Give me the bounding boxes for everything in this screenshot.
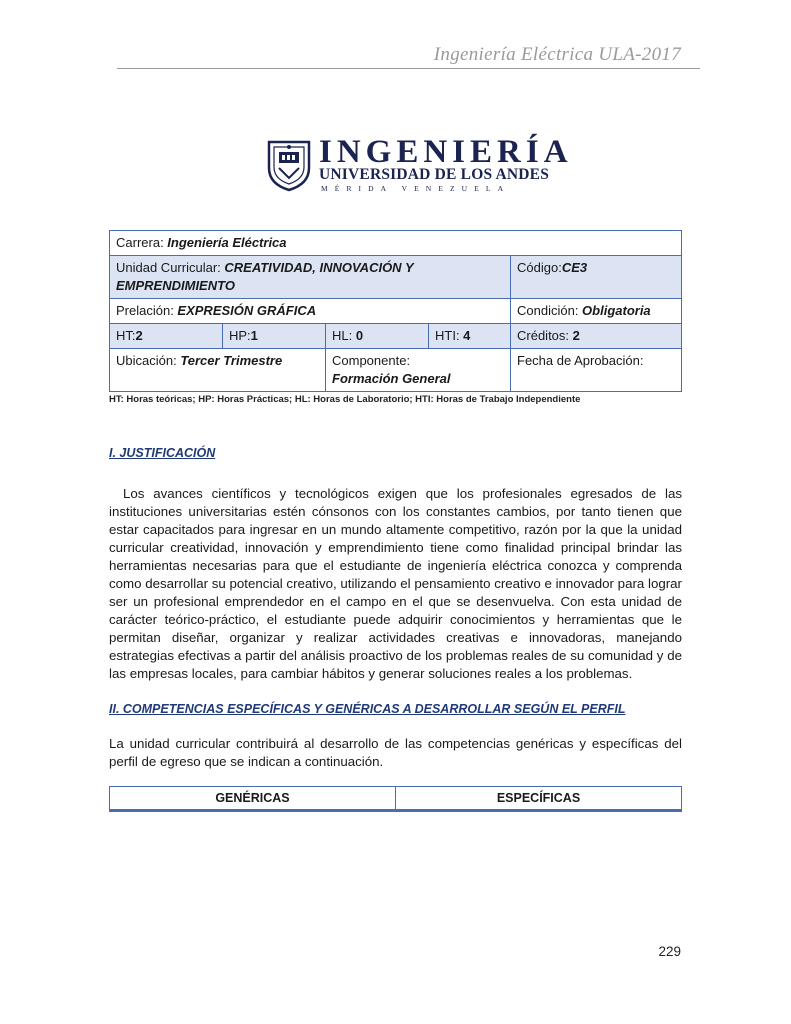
cell-unidad bbox=[110, 256, 511, 299]
prelacion-label: Prelación: bbox=[116, 303, 178, 318]
hp-label: HP: bbox=[229, 328, 251, 343]
row-carrera bbox=[110, 231, 682, 256]
hl-value: 0 bbox=[355, 328, 364, 343]
section-justificacion-title: I. JUSTIFICACIÓN bbox=[109, 446, 216, 460]
creditos-label: Créditos: bbox=[517, 328, 573, 343]
section-justificacion-text: Los avances científicos y tecnológicos exigen que los profesionales egresados de las instituciones universitarias estén cónsonos con los constantes cambios, por tanto tienen que estar capacitados para ingresar en un mundo altamente competitivo, razón por la que la unidad curricular creatividad, innovación y emprendimiento tiene como finalidad principal brindar las herramientas necesarias para que el estudiante de ingeniería eléctrica conozca y comprenda como desarrollar su potencial creativo, utilizando el pensamiento creativo e innovador para lograr ser un profesional emprendedor en el campo en el que se desenvuelva. Con esta unidad de carácter teórico-práctico, el estudiante puede adquirir conocimientos y herramientas que le permitan diseñar, organizar y realizar actividades creativas e innovadoras, manejando estrategias efectivas a partir del análisis proactivo de los problemas reales de su comunidad y de las empresas locales, para cambiar hábitos y generar soluciones reales a los problemas. bbox=[109, 486, 682, 681]
row-unidad bbox=[110, 256, 682, 299]
ubicacion-value: Tercer Trimestre bbox=[180, 353, 283, 368]
university-logo bbox=[265, 134, 573, 196]
running-header: Ingeniería Eléctrica ULA-2017 bbox=[433, 44, 681, 65]
ubicacion-label: Ubicación: bbox=[116, 353, 181, 368]
codigo-label: Código: bbox=[517, 260, 562, 275]
cell-fecha bbox=[511, 349, 682, 392]
cell-prelacion bbox=[110, 299, 511, 324]
componente-value: Formación General bbox=[332, 371, 451, 386]
logo-wordmark: INGENIERÍA bbox=[319, 134, 573, 170]
cell-hti bbox=[429, 324, 511, 349]
unidad-value: CREATIVIDAD, INNOVACIÓN Y EMPRENDIMIENTO bbox=[116, 260, 414, 293]
cell-ht bbox=[110, 324, 223, 349]
cell-hp bbox=[223, 324, 326, 349]
hours-legend: HT: Horas teóricas; HP: Horas Prácticas; HL: Horas de Laboratorio; HTI: Horas de Trabajo Independiente bbox=[109, 394, 581, 405]
university-seal-icon bbox=[265, 138, 313, 192]
competencias-table bbox=[109, 786, 682, 812]
cell-creditos bbox=[511, 324, 682, 349]
codigo-value: CE3 bbox=[561, 260, 588, 275]
condicion-label: Condición: bbox=[517, 303, 583, 318]
cell-componente bbox=[326, 349, 511, 392]
course-info-table bbox=[109, 230, 682, 392]
condicion-value: Obligatoria bbox=[582, 303, 651, 318]
row-horas bbox=[110, 324, 682, 349]
page-number: 229 bbox=[658, 944, 681, 959]
unidad-label: Unidad Curricular: bbox=[116, 260, 225, 275]
fecha-label: Fecha de Aprobación: bbox=[517, 353, 644, 368]
ht-value: 2 bbox=[135, 328, 143, 343]
cell-hl bbox=[326, 324, 429, 349]
col-genericas: GENÉRICAS bbox=[110, 787, 396, 811]
header-rule bbox=[117, 68, 700, 69]
componente-label: Componente: bbox=[332, 353, 411, 368]
logo-university: UNIVERSIDAD DE LOS ANDES bbox=[319, 166, 550, 183]
hti-value: 4 bbox=[463, 328, 471, 343]
carrera-label: Carrera: bbox=[116, 235, 168, 250]
ht-label: HT: bbox=[116, 328, 136, 343]
section-competencias-title: II. COMPETENCIAS ESPECÍFICAS Y GENÉRICAS A DESARROLLAR SEGÚN EL PERFIL bbox=[109, 702, 626, 716]
hp-value: 1 bbox=[250, 328, 258, 343]
prelacion-value: EXPRESIÓN GRÁFICA bbox=[177, 303, 317, 318]
col-especificas: ESPECÍFICAS bbox=[396, 787, 682, 811]
cell-carrera bbox=[110, 231, 682, 256]
section-competencias-text: La unidad curricular contribuirá al desarrollo de las competencias genéricas y específicas del perfil de egreso que se indican a continuación. bbox=[109, 736, 682, 769]
cell-condicion bbox=[511, 299, 682, 324]
creditos-value: 2 bbox=[572, 328, 580, 343]
hl-label: HL: bbox=[332, 328, 356, 343]
competencias-header-row bbox=[110, 787, 682, 811]
cell-codigo bbox=[511, 256, 682, 299]
hti-label: HTI: bbox=[435, 328, 464, 343]
row-prelacion bbox=[110, 299, 682, 324]
logo-place: MÉRIDA VENEZUELA bbox=[321, 184, 511, 193]
row-ubicacion bbox=[110, 349, 682, 392]
cell-ubicacion bbox=[110, 349, 326, 392]
carrera-value: Ingeniería Eléctrica bbox=[167, 235, 287, 250]
